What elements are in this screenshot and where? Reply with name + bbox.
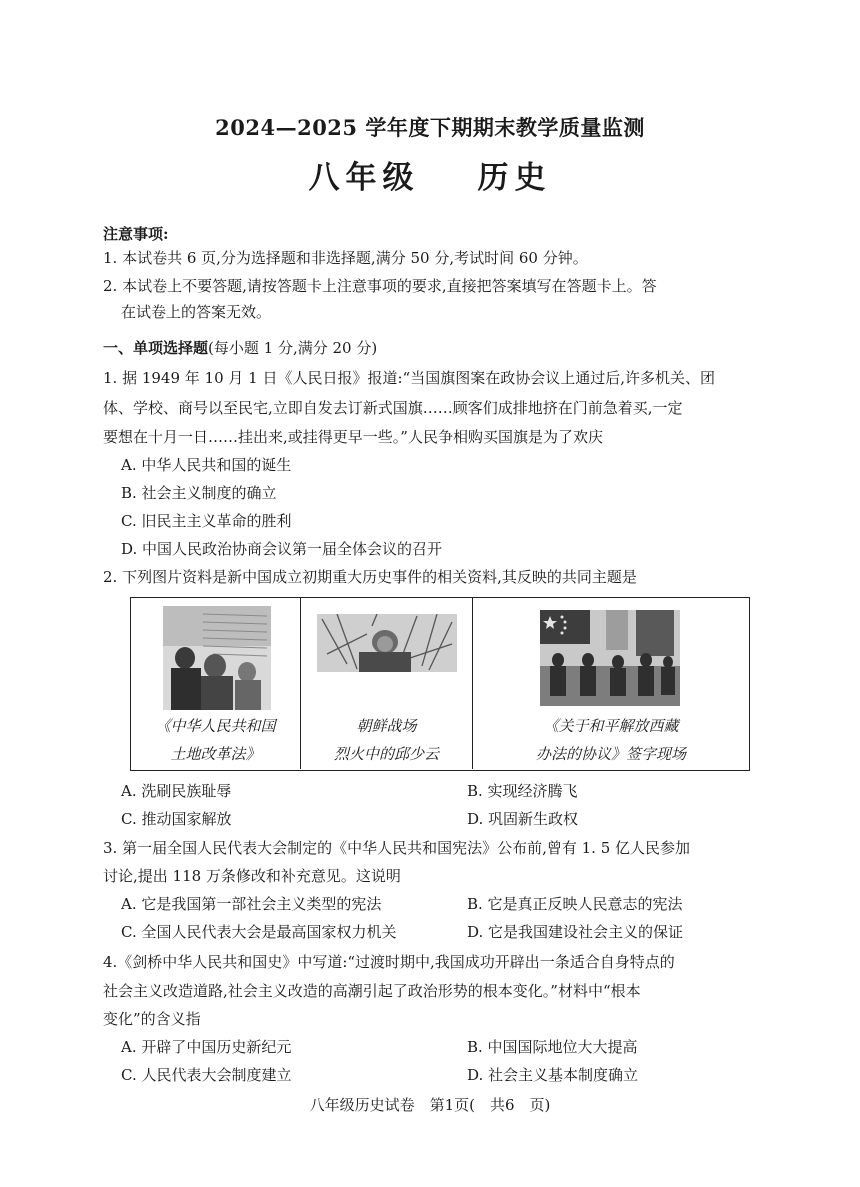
q4-option-a: A. 开辟了中国历史新纪元 (121, 1038, 292, 1056)
q3-option-a: A. 它是我国第一部社会主义类型的宪法 (121, 895, 382, 913)
q4-stem-line2: 社会主义改造道路,社会主义改造的高潮引起了政治形势的根本变化。”材料中“根本 (103, 982, 641, 1000)
exam-title: 2024—2025 学年度下期期末教学质量监测 (215, 115, 645, 140)
q2-picture-table (130, 597, 750, 771)
qiu-shaoyun-painting (317, 614, 457, 672)
q1-option-b: B. 社会主义制度的确立 (121, 484, 277, 502)
q1-option-c: C. 旧民主主义革命的胜利 (121, 512, 292, 530)
q4-option-b: B. 中国国际地位大大提高 (467, 1038, 638, 1056)
q3-option-c: C. 全国人民代表大会是最高国家权力机关 (121, 923, 397, 941)
notes-item-2-line2: 在试卷上的答案无效。 (121, 303, 272, 321)
q2-option-b: B. 实现经济腾飞 (467, 782, 578, 800)
q1-option-d: D. 中国人民政治协商会议第一届全体会议的召开 (121, 540, 443, 558)
q1-stem-line1: 1. 据 1949 年 10 月 1 日《人民日报》报道:“当国旗图案在政协会议上通过后,许多机关、团 (103, 369, 715, 387)
q4-stem-line3: 变化”的含义指 (103, 1010, 201, 1028)
caption-1-line2: 土地改革法》 (170, 745, 261, 763)
q4-stem-line1: 4.《剑桥中华人民共和国史》中写道:“过渡时期中,我国成功开辟出一条适合自身特点的 (103, 953, 675, 971)
notes-item-2-line1: 2. 本试卷上不要答题,请按答题卡上注意事项的要求,直接把答案填写在答题卡上。答 (103, 277, 657, 295)
notes-item-1: 1. 本试卷共 6 页,分为选择题和非选择题,满分 50 分,考试时间 60 分钟。 (103, 249, 588, 267)
caption-3-line2: 办法的协议》签字现场 (535, 745, 686, 763)
page-footer: 八年级历史试卷 第1页( 共6 页) (309, 1096, 551, 1114)
notes-heading: 注意事项: (103, 225, 169, 243)
picture-cell-tibet-agreement (473, 598, 749, 769)
q1-stem-line3: 要想在十月一日……挂出来,或挂得更早一些。”人民争相购买国旗是为了欢庆 (103, 428, 603, 446)
q4-option-d: D. 社会主义基本制度确立 (467, 1066, 639, 1084)
q3-stem-line1: 3. 第一届全国人民代表大会制定的《中华人民共和国宪法》公布前,曾有 1. 5 亿人民参加 (103, 839, 691, 857)
q3-option-b: B. 它是真正反映人民意志的宪法 (467, 895, 683, 913)
q2-option-a: A. 洗刷民族耻辱 (121, 782, 232, 800)
section-title: 一、单项选择题 (103, 339, 209, 357)
exam-subtitle (0, 152, 860, 197)
q3-stem-line2: 讨论,提出 118 万条修改和补充意见。这说明 (103, 867, 401, 885)
section-heading (103, 338, 377, 358)
q2-stem-line1: 2. 下列图片资料是新中国成立初期重大历史事件的相关资料,其反映的共同主题是 (103, 568, 637, 586)
section-note: (每小题 1 分,满分 20 分) (208, 339, 378, 357)
subject-label: 历史 (477, 160, 552, 196)
q2-option-c: C. 推动国家解放 (121, 810, 232, 828)
tibet-agreement-photo (540, 610, 680, 706)
caption-1-line1: 《中华人民共和国 (155, 717, 276, 735)
caption-2-line2: 烈火中的邱少云 (333, 745, 439, 763)
picture-cell-land-reform (131, 598, 301, 769)
picture-cell-qiu-shaoyun (301, 598, 473, 769)
caption-2-line1: 朝鲜战场 (356, 717, 417, 735)
q1-option-a: A. 中华人民共和国的诞生 (121, 456, 292, 474)
q1-stem-line2: 体、学校、商号以至民宅,立即自发去订新式国旗……顾客们成排地挤在门前急着买,一定 (103, 399, 683, 417)
q3-option-d: D. 它是我国建设社会主义的保证 (467, 923, 684, 941)
caption-3-line1: 《关于和平解放西藏 (543, 717, 679, 735)
q4-option-c: C. 人民代表大会制度建立 (121, 1066, 292, 1084)
land-reform-photo (163, 606, 271, 710)
grade-label: 八年级 (308, 160, 420, 196)
q2-option-d: D. 巩固新生政权 (467, 810, 579, 828)
